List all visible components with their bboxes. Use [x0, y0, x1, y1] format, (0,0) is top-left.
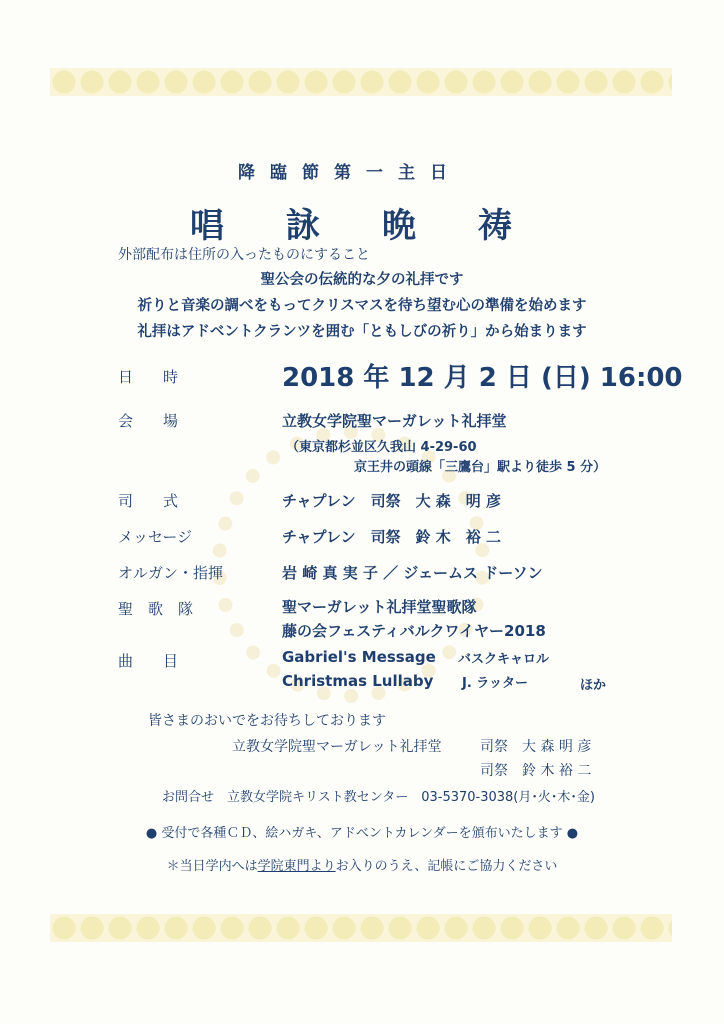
intro-line-3: 礼拝はアドベントクランツを囲む「ともしびの祈り」から始まります — [137, 324, 587, 340]
venue-label: 会 場 — [118, 412, 179, 430]
choir-value-1: 聖マーガレット礼拝堂聖歌隊 — [282, 598, 477, 616]
message-value: チャプレン 司祭 鈴 木 裕 二 — [282, 528, 502, 546]
entry-note-gate: 学院東門より — [257, 859, 336, 874]
closing-org: 立教女学院聖マーガレット礼拝堂 — [232, 739, 442, 755]
event-title: 唱詠晩祷 — [190, 206, 574, 246]
organ-label: オルガン・指揮 — [118, 564, 224, 582]
officiant-value: チャプレン 司祭 大 森 明 彦 — [282, 492, 502, 510]
program-1-composer: バスクキャロル — [458, 652, 550, 667]
contact-info: お問合せ 立教女学院キリスト教センター 03-5370-3038(月･火･木･金) — [162, 790, 595, 805]
choir-value-2: 藤の会フェスティバルクワイヤー2018 — [282, 622, 546, 640]
organ-value: 岩 崎 真 実 子 ／ ジェームス ドーソン — [282, 564, 543, 582]
program-etc: ほか — [580, 678, 607, 693]
officiant-label: 司 式 — [118, 492, 179, 510]
venue-access: 京王井の頭線「三鷹台」駅より徒歩 5 分） — [354, 460, 607, 475]
entry-note-before: ＊当日学内へは — [166, 859, 258, 874]
program-2-title: Christmas Lullaby — [282, 672, 434, 690]
top-decorative-border — [50, 68, 672, 96]
program-1-title: Gabriel's Message — [282, 648, 436, 666]
message-label: メッセージ — [118, 528, 193, 546]
entry-note — [0, 855, 724, 874]
venue-address: （東京都杉並区久我山 4-29-60 — [286, 440, 477, 455]
entry-note-after: お入りのうえ、記帳にご協力ください — [335, 859, 558, 874]
closing-priest-2: 司祭 鈴 木 裕 二 — [480, 763, 592, 779]
date-value: 2018 年 12 月 2 日 (日) 16:00 — [282, 363, 683, 393]
reception-note: ● 受付で各種ＣＤ、絵ハガキ、アドベントカレンダーを頒布いたします ● — [145, 826, 579, 841]
intro-line-1: 聖公会の伝統的な夕の礼拝です — [260, 272, 464, 288]
intro-line-2: 祈りと音楽の調べをもってクリスマスを待ち望む心の準備を始めます — [137, 298, 587, 314]
program-2-composer: J. ラッター — [462, 676, 529, 691]
bottom-decorative-border — [50, 914, 672, 942]
event-subtitle: 降臨節第一主日 — [238, 163, 462, 183]
program-label: 曲 目 — [118, 652, 179, 670]
distribution-note: 外部配布は住所の入ったものにすること — [118, 247, 370, 263]
choir-label: 聖 歌 隊 — [118, 600, 194, 618]
date-label: 日 時 — [118, 368, 179, 386]
closing-priest-1: 司祭 大 森 明 彦 — [480, 739, 592, 755]
venue-value: 立教女学院聖マーガレット礼拝堂 — [282, 412, 507, 430]
welcome-text: 皆さまのおいでをお待ちしております — [148, 713, 386, 729]
